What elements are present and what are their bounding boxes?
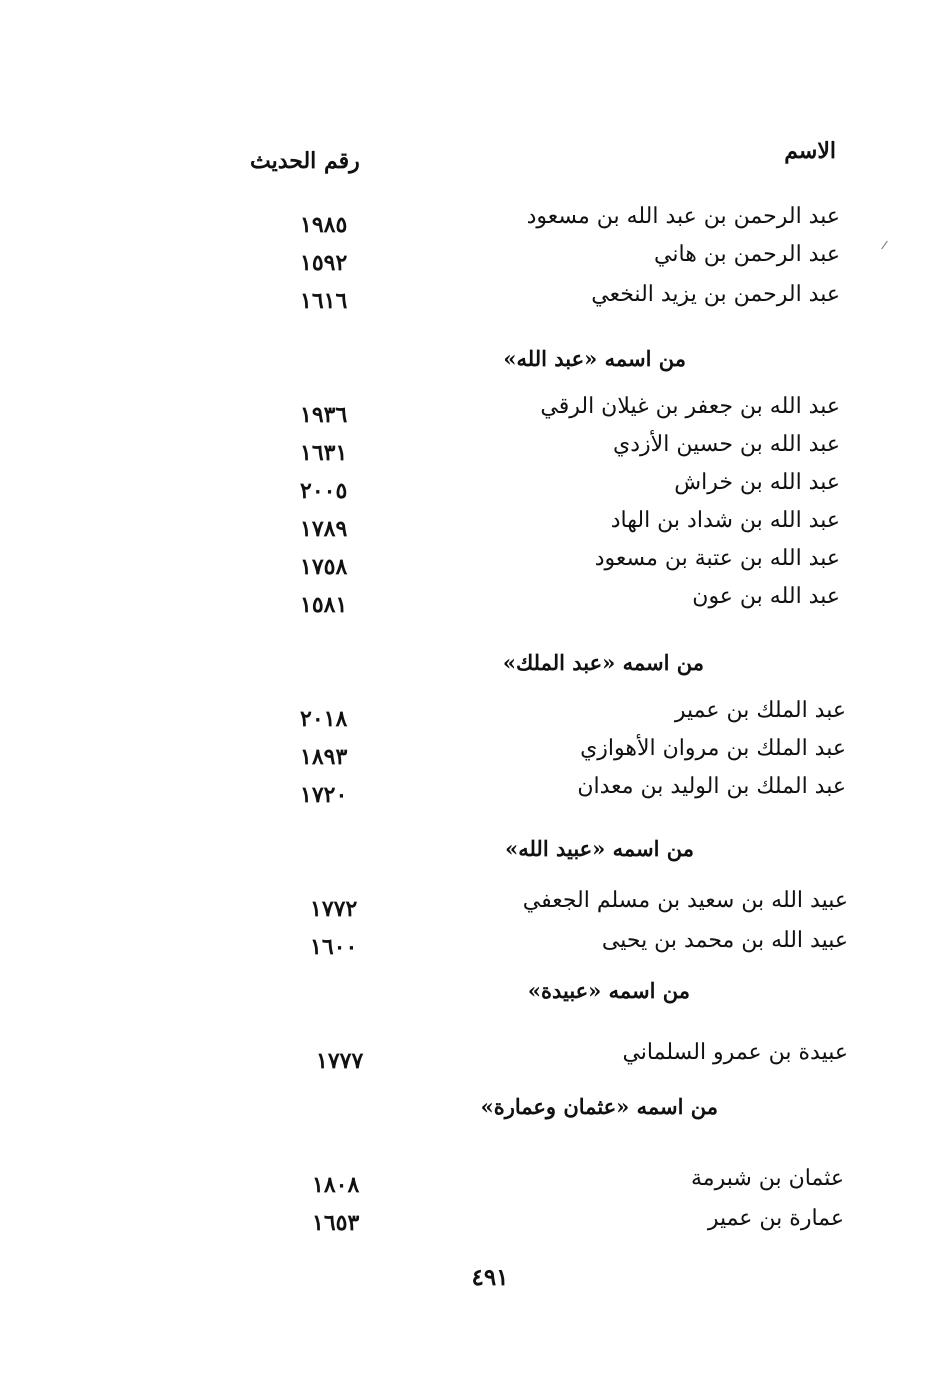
entry-number: ١٨٠٨	[312, 1172, 360, 1198]
entry-number: ١٧٢٠	[300, 782, 348, 808]
section-heading: من اسمه «عبيد الله»	[505, 836, 694, 861]
entry-number: ١٩٣٦	[300, 402, 348, 428]
entry-name: عبيدة بن عمرو السلماني	[622, 1040, 848, 1065]
entry-name: عبد الملك بن عمير	[674, 698, 846, 723]
entry-name: عبد الله بن شداد بن الهاد	[610, 508, 840, 533]
entry-name: عبد الملك بن الوليد بن معدان	[577, 774, 846, 799]
scan-mark	[881, 241, 888, 250]
entry-number: ١٦٣١	[300, 440, 348, 466]
section-heading: من اسمه «عبد الله»	[503, 346, 686, 371]
section-heading: من اسمه «عبد الملك»	[502, 650, 704, 675]
entry-number: ١٦٥٣	[312, 1210, 360, 1236]
entry-number: ١٨٩٣	[300, 744, 348, 770]
entry-number: ١٧٧٢	[310, 896, 358, 922]
section-heading: من اسمه «عبيدة»	[527, 978, 690, 1003]
entry-number: ١٦٠٠	[310, 934, 358, 960]
entry-name: عبد الرحمن بن هاني	[654, 242, 840, 267]
column-header-hadith-number: رقم الحديث	[250, 148, 360, 174]
page-number: ٤٩١	[471, 1264, 509, 1291]
entry-name: عبد الله بن خراش	[674, 470, 840, 495]
entry-number: ١٦١٦	[300, 288, 348, 314]
entry-number: ٢٠٠٥	[300, 478, 348, 504]
entry-number: ١٧٥٨	[300, 554, 348, 580]
entry-name: عثمان بن شبرمة	[691, 1166, 844, 1191]
entry-number: ١٧٨٩	[300, 516, 348, 542]
entry-name: عبد الرحمن بن عبد الله بن مسعود	[526, 204, 840, 229]
entry-name: عبد الله بن حسين الأزدي	[613, 432, 840, 457]
entry-number: ١٥٩٢	[300, 250, 348, 276]
entry-name: عبد الله بن عون	[692, 584, 840, 609]
entry-name: عبد الله بن عتبة بن مسعود	[594, 546, 840, 571]
entry-name: عبيد الله بن محمد بن يحيى	[601, 928, 848, 953]
entry-number: ٢٠١٨	[300, 706, 348, 732]
section-heading: من اسمه «عثمان وعمارة»	[480, 1094, 718, 1119]
entry-number: ١٥٨١	[300, 592, 348, 618]
entry-name: عبد الملك بن مروان الأهوازي	[580, 736, 846, 761]
entry-name: عبد الله بن جعفر بن غيلان الرقي	[540, 394, 840, 419]
entry-name: عبيد الله بن سعيد بن مسلم الجعفي	[522, 888, 848, 913]
entry-number: ١٧٧٧	[316, 1048, 364, 1074]
entry-number: ١٩٨٥	[300, 212, 348, 238]
column-header-name: الاسم	[784, 138, 836, 164]
entry-name: عبد الرحمن بن يزيد النخعي	[591, 282, 840, 307]
entry-name: عمارة بن عمير	[707, 1206, 844, 1231]
